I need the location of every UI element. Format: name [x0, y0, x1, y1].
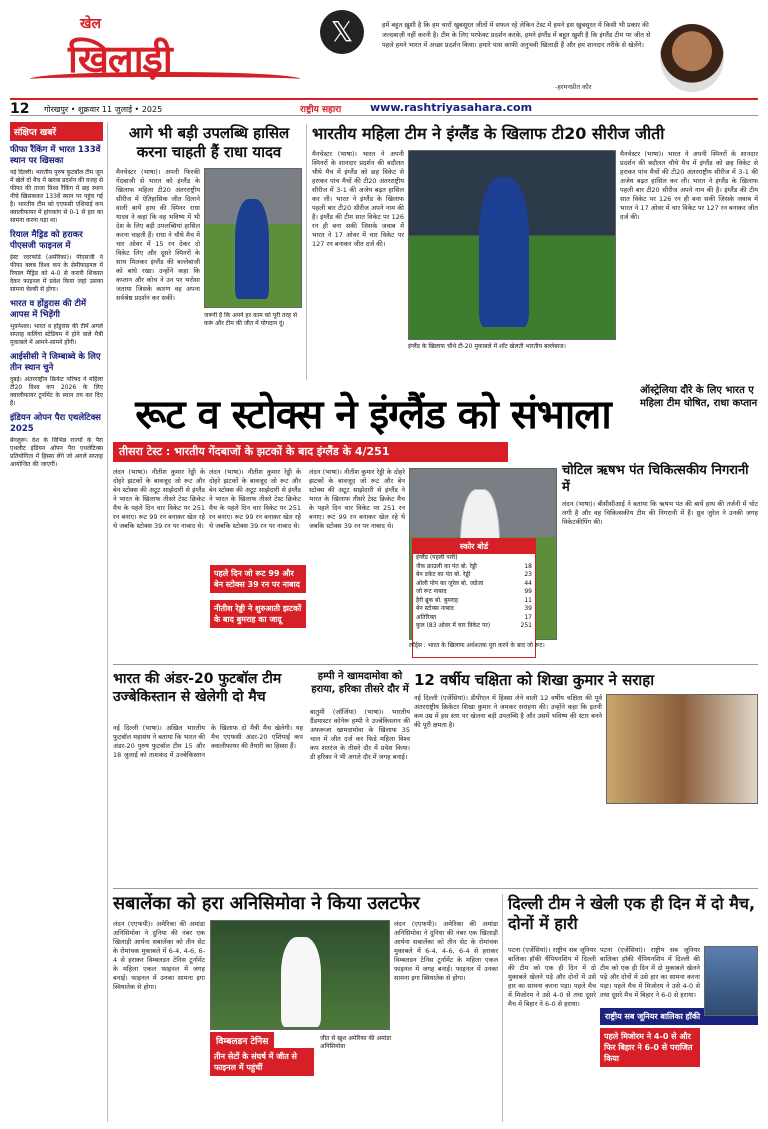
- wimbledon-callout: तीन सेटों के संघर्ष में जीत से फाइनल में पहुंचीं: [210, 1048, 314, 1076]
- scorecard: [412, 538, 536, 658]
- brief-title: आईसीसी ने जिम्बाब्वे के लिए तीन स्थान चुने: [10, 352, 101, 373]
- test-banner-headline: रूट व स्टोक्स ने इंग्लैंड को संभाला: [135, 392, 611, 438]
- sabalenka-body-col3: लंदन (एएफपी)। अमेरिका की अमांडा अनिसिमोवा ने दुनिया की नंबर एक खिलाड़ी आर्यना सबालेंका को तीन सेट के रोमांचक मुकाबले में 6-4, 4-6, 6-4 से हराकर विम्बलडन टेनिस टूर्नामेंट के महिला एकल फाइनल में जगह बनाई। फाइनल में उनका सामना इगा स्वियातेक से होगा।: [394, 920, 498, 982]
- website-link[interactable]: www.rashtriyasahara.com: [370, 101, 533, 114]
- khel-khiladi-logo: [30, 14, 310, 92]
- anisimova-caption: जीत से खुश अमेरिका की अमांडा अनिसिमोवा: [320, 1035, 392, 1050]
- column-rule: [502, 894, 503, 1122]
- radha-body-col1: मैनचेस्टर (भाषा)। अपनी फिरकी गेंदबाजी से भारत को इंग्लैंड के खिलाफ महिला टी20 अंतरराष्ट्रीय सीरीज में ऐतिहासिक जीत दिलाने वाली बायें हाथ की स्पिनर राधा यादव ने कहा कि वह भविष्य में भी देश के लिए बड़ी उपलब्धियां हासिल करना चाहती हैं। राधा ने चौथे मैच में चार ओवर में 15 रन देकर दो विकेट लिए और दूसरे स्पिनरों के साथ मिलकर इंग्लैंड की बल्लेबाजी को बांधे रखा। उन्होंने कहा कि कप्तान और कोच ने उन पर भरोसा जताया जिसके कारण वह अपना सर्वश्रेष्ठ प्रदर्शन कर सकीं।: [116, 168, 200, 302]
- sabalenka-headline: सबालेंका को हरा अनिसिमोवा ने किया उलटफेर: [113, 893, 420, 914]
- brief-title: फीफा रैंकिंग में भारत 133वें स्थान पर खिसका: [10, 145, 101, 166]
- scorecard-runs: 11: [524, 596, 532, 604]
- scorecard-runs: 23: [524, 571, 532, 578]
- football-headline: भारत की अंडर-20 फुटबॉल टीम उज्बेकिस्तान से खेलेगी दो मैच: [113, 671, 282, 705]
- briefs-header: संक्षिप्त खबरें: [10, 122, 103, 141]
- scorecard-row: [413, 597, 535, 606]
- brief-body: बेंगलुरू। देश के विभिन्न राज्यों के पैरा एथलीट इंडियन ओपन पैरा एथलेटिक्स प्रतियोगिता में हिस्सा लेंगे जो अगले सप्ताह आयोजित की जाएगी।: [10, 437, 103, 468]
- x-logo-icon: 𝕏: [320, 10, 364, 54]
- brand-name: राष्ट्रीय सहारा: [300, 105, 342, 115]
- scorecard-batter: कुल (83 ओवर में चार विकेट पर): [416, 622, 491, 629]
- scorecard-batter: बेन डकेट का पंत बो. रेड्डी: [416, 571, 471, 578]
- pant-body: लंदन (भाषा)। बीसीसीआई ने बताया कि ऋषभ पंत की बायें हाथ की तर्जनी में चोट लगी है और वह चिकित्सकीय टीम की निगरानी में हैं। ध्रुव जुरेल ने उनकी जगह विकेटकीपिंग की।: [562, 500, 758, 526]
- hockey-tag: राष्ट्रीय सब जूनियर बालिका हॉकी: [600, 1008, 758, 1025]
- brief-body: ईस्ट रदरफोर्ड (अमेरिका)। पीएसजी ने फीफा क्लब विश्व कप के सेमीफाइनल में रियाल मैड्रिड को 4-0 से करारी शिकस्त देकर फाइनल में प्रवेश किया जहां उसका सामना चेल्सी से होगा।: [10, 254, 103, 293]
- pant-headline: चोटिल ऋषभ पंत चिकित्सकीय निगरानी में: [562, 463, 749, 495]
- delhi-body: पटना (एजेंसियां)। राष्ट्रीय सब जूनियर बालिका हॉकी चैंपियनशिप में दिल्ली की टीम को एक ही दिन में दो मुकाबले खेलने पड़े और दोनों में उसे हार का सामना करना पड़ा। पहले मैच में मिजोरम ने उसे 4-0 से तथा दूसरे मैच में बिहार ने 6-0 से हराया।: [508, 946, 596, 1008]
- delhi-body-col2: पटना (एजेंसियां)। राष्ट्रीय सब जूनियर बालिका हॉकी चैंपियनशिप में दिल्ली की टीम को एक ही दिन में दो मुकाबले खेलने पड़े और दोनों में उसे हार का सामना करना पड़ा। पहले मैच में मिजोरम ने उसे 4-0 से तथा दूसरे मैच में बिहार ने 6-0 से हराया।: [600, 946, 700, 999]
- radha-caption: जरूरी है कि अपने हर काम को पूरी तरह से करूं और टीम की जीत में योगदान दूं।: [204, 312, 298, 327]
- hockey-callout: पहले मिजोरम ने 4-0 से और फिर बिहार ने 6-0 से पराजित किया: [600, 1028, 700, 1067]
- scorecard-batter: अतिरिक्त: [416, 613, 437, 621]
- hampi-body: बातुमी (जॉर्जिया) (भाषा)। भारतीय ग्रैंडमास्टर कोनेरू हम्पी ने उज्बेकिस्तान की अफरूजा खामदामोवा के खिलाफ 35 चाल में जीत दर्ज कर फिडे महिला विश्व कप शतरंज के तीसरे दौर में प्रवेश किया। डी हरिका ने भी अगले दौर में जगह बनाई।: [310, 708, 410, 761]
- brief-item: [10, 230, 103, 294]
- scorecard-batter: जैक क्राउली का पंत बो. रेड्डी: [416, 562, 477, 570]
- logo-swoosh: [30, 72, 300, 86]
- root-caption: लॉर्ड्स : भारत के खिलाफ अर्धशतक पूरा करने के बाद जो रूट।: [409, 642, 545, 649]
- logo-subtitle: खेल: [80, 16, 101, 32]
- player-portrait: [660, 24, 724, 92]
- shikha-photo: [606, 694, 758, 804]
- player-figure: [235, 199, 269, 299]
- logo-title: खिलाड़ी: [68, 37, 172, 81]
- page-number: 12: [10, 101, 30, 117]
- wimbledon-tag: विम्बलडन टेनिस: [210, 1032, 274, 1049]
- test-callout-2: नीतीश रेड्डी ने शुरुआती झटकों के बाद बुमराह का जादू: [210, 600, 306, 628]
- scorecard-row: [413, 588, 535, 597]
- scorecard-runs: 18: [524, 562, 532, 570]
- anisimova-photo: [210, 920, 390, 1030]
- india-t20-body: मैनचेस्टर (भाषा)। भारत ने अपनी स्पिनरों के शानदार प्रदर्शन की बदौलत चौथे मैच में इंग्लैंड को छह विकेट से हराकर पांच मैचों की टी20 अंतरराष्ट्रीय सीरीज में 3-1 की अजेय बढ़त हासिल कर ली। भारत ने इंग्लैंड के खिलाफ पहली बार टी20 सीरीज अपने नाम की है। इंग्लैंड की टीम सात विकेट पर 126 रन ही बना सकी जिसके जवाब में भारत ने 17 ओवर में चार विकेट पर 127 रन बनाकर जीत दर्ज की।: [312, 150, 404, 248]
- date-meta: गोरखपुर • शुक्रवार 11 जुलाई • 2025: [44, 105, 163, 114]
- masthead: [0, 0, 768, 98]
- section-rule: [113, 664, 758, 665]
- section-rule: [113, 888, 758, 889]
- scorecard-runs: 99: [524, 588, 532, 595]
- scorecard-header: स्कोर बोर्ड: [413, 539, 535, 554]
- masthead-quote: हमें बहुत ख़ुशी है कि हम चारों खुबसूरत जीतों में सफल रहे लेकिन टेस्ट में हमने इस खुबसूरत में किसी भी प्रकार की जल्दबाज़ी नहीं करनी है। टीम के लिए परफेक्ट प्रदर्शन करके, हमने इंग्लैंड में बहुत खुशी है कि इंग्लैंड टीम पर जीत से पहले हमने भारत में अच्छा प्रदर्शन किया। हमारे पास काफी अनुभवी खिलाड़ी हैं और हम शानदार तरीके से खेलेंगे।: [382, 21, 651, 49]
- scorecard-batter: ओली पोप का जुरेल बो. जडेजा: [416, 579, 484, 587]
- scorecard-row: [413, 563, 535, 572]
- test-subhead: तीसरा टेस्ट : भारतीय गेंदबाजों के झटकों के बाद इंग्लैंड के 4/251: [113, 442, 508, 462]
- delhi-headline: दिल्ली टीम ने खेली एक ही दिन में दो मैच, दोनों में हारी: [508, 894, 756, 933]
- shikha-headline: 12 वर्षीय चक्षिता को शिखा कुमार ने सराहा: [414, 671, 655, 689]
- hampi-headline: हम्पी ने खामदामोवा को हराया, हरिका तीसरे दौर में: [311, 671, 409, 695]
- india-t20-caption: इंग्लैंड के खिलाफ चौथे टी-20 मुकाबले में शॉट खेलती भारतीय बल्लेबाज।: [408, 343, 566, 350]
- india-t20-headline: भारतीय महिला टीम ने इंग्लैंड के खिलाफ टी20 सीरीज जीती: [312, 124, 665, 143]
- batter-figure: [479, 177, 529, 327]
- test-callout-1: पहले दिन जो रूट 99 और बेन स्टोक्स 39 रन पर नाबाद: [210, 565, 306, 593]
- test-body-col1: लंदन (भाषा)। नीतीश कुमार रेड्डी के दोहरे झटकों के बावजूद जो रूट और बेन स्टोक्स की अटूट साझेदारी से इंग्लैंड ने भारत के खिलाफ तीसरे टेस्ट क्रिकेट मैच के पहले दिन चार विकेट पर 251 रन बनाए। रूट 99 रन बनाकर खेल रहे थे जबकि स्टोक्स 39 रन पर नाबाद थे।: [113, 468, 205, 530]
- scorecard-runs: 251: [520, 622, 532, 629]
- shikha-body: नई दिल्ली (एजेंसियां)। डीपीएल में हिस्सा लेने वाली 12 वर्षीय चक्षिता की पूर्व अंतरराष्ट्रीय क्रिकेटर शिखा कुमार ने जमकर सराहना की। उन्होंने कहा कि इतनी कम उम्र में इस स्तर पर खेलना बड़ी उपलब्धि है और उसमें भविष्य की स्टार बनने की पूरी क्षमता है।: [414, 694, 602, 729]
- brief-title: इंडियन ओपन पैरा एथलेटिक्स 2025: [10, 413, 101, 434]
- india-t20-body-col3: मैनचेस्टर (भाषा)। भारत ने अपनी स्पिनरों के शानदार प्रदर्शन की बदौलत चौथे मैच में इंग्लैंड को छह विकेट से हराकर पांच मैचों की टी20 अंतरराष्ट्रीय सीरीज में 3-1 की अजेय बढ़त हासिल कर ली। भारत ने इंग्लैंड के खिलाफ पहली बार टी20 सीरीज अपने नाम की है। इंग्लैंड की टीम सात विकेट पर 126 रन ही बना सकी जिसके जवाब में भारत ने 17 ओवर में चार विकेट पर 127 रन बनाकर जीत दर्ज की।: [620, 150, 758, 221]
- quote-author: -हरमनप्रीत कौर: [555, 83, 592, 91]
- test-body-col3: लंदन (भाषा)। नीतीश कुमार रेड्डी के दोहरे झटकों के बावजूद जो रूट और बेन स्टोक्स की अटूट साझेदारी से इंग्लैंड ने भारत के खिलाफ तीसरे टेस्ट क्रिकेट मैच के पहले दिन चार विकेट पर 251 रन बनाए। रूट 99 रन बनाकर खेल रहे थे जबकि स्टोक्स 39 रन पर नाबाद थे।: [309, 468, 405, 530]
- brief-item: [10, 352, 103, 408]
- column-rule: [306, 124, 307, 380]
- sabalenka-body: लंदन (एएफपी)। अमेरिका की अमांडा अनिसिमोवा ने दुनिया की नंबर एक खिलाड़ी आर्यना सबालेंका को तीन सेट के रोमांचक मुकाबले में 6-4, 4-6, 6-4 से हराकर विम्बलडन टेनिस टूर्नामेंट के महिला एकल फाइनल में जगह बनाई। फाइनल में उनका सामना इगा स्वियातेक से होगा।: [113, 920, 205, 991]
- brief-title: भारत व होंडुरास की टीमें आपस में भिड़ेंगी: [10, 299, 87, 320]
- test-body-col2: लंदन (भाषा)। नीतीश कुमार रेड्डी के दोहरे झटकों के बावजूद जो रूट और बेन स्टोक्स की अटूट साझेदारी से इंग्लैंड ने भारत के खिलाफ तीसरे टेस्ट क्रिकेट मैच के पहले दिन चार विकेट पर 251 रन बनाए। रूट 99 रन बनाकर खेल रहे थे जबकि स्टोक्स 39 रन पर नाबाद थे।: [209, 468, 301, 530]
- brief-body: भुवनेश्वर। भारत व होंडुरास की टीमें अगले सप्ताह कलिंगा स्टेडियम में होने वाले मैत्री मुकाबले में आमने-सामने होंगी।: [10, 323, 103, 346]
- scorecard-runs: 44: [524, 579, 532, 587]
- player-figure: [281, 937, 321, 1027]
- scorecard-batter: जो रूट नाबाद: [416, 588, 447, 595]
- scorecard-row: [413, 580, 535, 589]
- football-body: नई दिल्ली (भाषा)। अखिल भारतीय फुटबॉल महासंघ ने बताया कि भारत की अंडर-20 पुरुष फुटबॉल टीम 15 और 18 जुलाई को ताशकंद में उज्बेकिस्तान के खिलाफ दो मैत्री मैच खेलेगी। यह मैच एएफसी अंडर-20 एशियाई कप क्वालीफायर की तैयारी का हिस्सा हैं।: [113, 724, 303, 759]
- brief-body: दुबई। अंतरराष्ट्रीय क्रिकेट परिषद ने महिला टी20 विश्व कप 2026 के लिए क्वालीफायर टूर्नामेंट के स्थान तय कर दिए हैं।: [10, 376, 103, 407]
- briefs-column: [10, 122, 108, 1122]
- brief-item: [10, 145, 103, 225]
- radha-photo: [204, 168, 302, 308]
- australia-headline: ऑस्ट्रेलिया दौरे के लिए भारत ए महिला टीम घोषित, राधा कप्तान: [640, 385, 758, 409]
- scorecard-batter: हैरी ब्रूक बो. बुमराह: [416, 596, 459, 604]
- dateline-bar: [10, 98, 758, 116]
- brief-item: [10, 299, 103, 347]
- scorecard-row: [413, 614, 535, 623]
- brief-body: नई दिल्ली। भारतीय पुरुष फुटबॉल टीम जून में खेले दो मैच में खराब प्रदर्शन की वजह से फीफा की ताजा विश्व रैंकिंग में छह स्थान नीचे खिसककर 133वें स्थान पर पहुंच गई है। भारतीय टीम को एएफसी एशियाई कप क्वालीफायर में हांगकांग से 0-1 से हार का सामना करना पड़ा था।: [10, 169, 103, 224]
- scorecard-runs: 39: [524, 605, 532, 612]
- scorecard-row: [413, 622, 535, 631]
- radha-headline: आगे भी बड़ी उपलब्धि हासिल करना चाहती हैं राधा यादव: [128, 124, 290, 161]
- scorecard-batter: बेन स्टोक्स नाबाद: [416, 605, 454, 612]
- scorecard-batter: इंग्लैंड (पहली पारी): [416, 554, 458, 561]
- brief-title: रियाल मैड्रिड को हराकर पीएसजी फाइनल में: [10, 230, 83, 251]
- brief-item: [10, 413, 103, 469]
- india-t20-photo: [408, 150, 616, 340]
- scorecard-row: [413, 554, 535, 563]
- scorecard-runs: 17: [524, 613, 532, 621]
- scorecard-row: [413, 571, 535, 580]
- scorecard-row: [413, 605, 535, 614]
- hockey-photo: [704, 946, 758, 1016]
